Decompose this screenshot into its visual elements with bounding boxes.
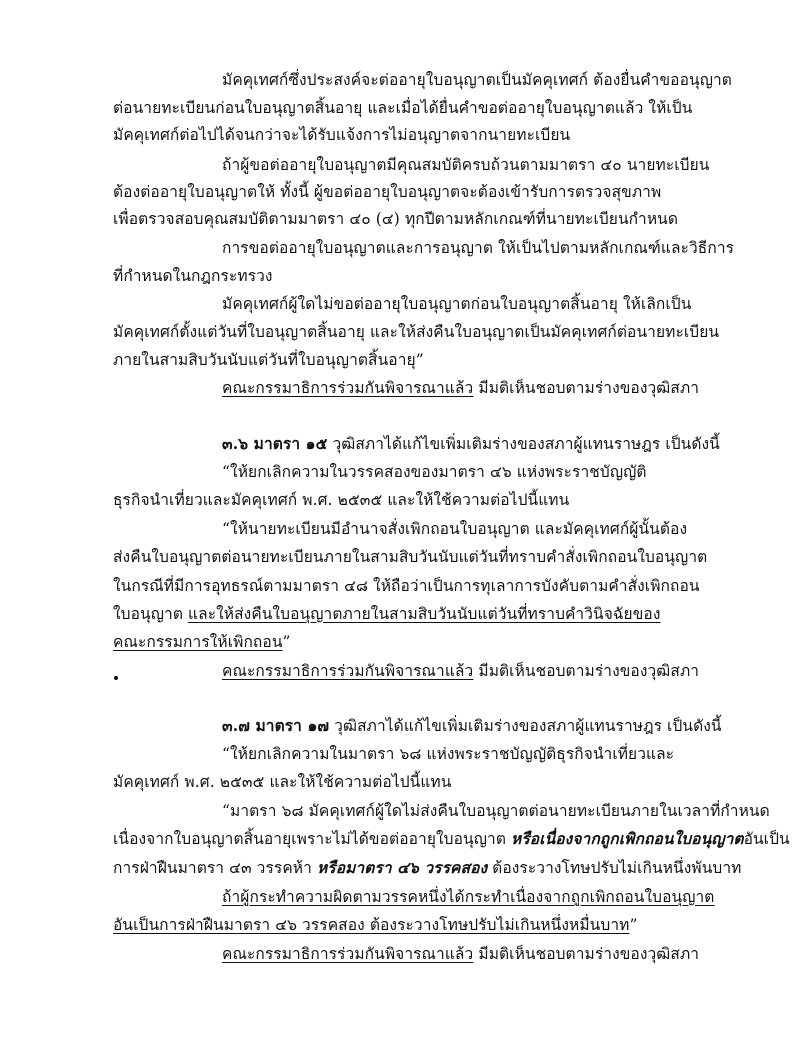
committee-label: คณะกรรมาธิการร่วมกันพิจารณาแล้ว [222,662,474,680]
para-line: ธุรกิจนำเที่ยวและมัคคุเทศก์ พ.ศ. ๒๕๓๕ และให้ใช้ความต่อไปนี้แทน [113,491,570,509]
para-line [222,887,714,907]
para-text: อันเป็น [743,830,790,848]
para-line: ที่กำหนดในกฎกระทรวง [113,267,273,285]
section-heading [222,434,720,454]
struck-text: หรือมาตรา ๔๖ วรรคสอง [316,858,488,877]
section-heading-text: วุฒิสภาได้แก้ไขเพิ่มเติมร่างของสภาผู้แทนราษฎร เป็นดังนี้ [329,717,722,735]
para-line: มัคคุเทศก์ต่อไปได้จนกว่าจะได้รับแจ้งการไม่อนุญาตจากนายทะเบียน [113,126,571,144]
para-line: เพื่อตรวจสอบคุณสมบัติตามมาตรา ๔๐ (๔) ทุกปีตามหลักเกณฑ์ที่นายทะเบียนกำหนด [113,210,679,228]
para-line [113,858,741,878]
para-line: ภายในสามสิบวันนับแต่วันที่ใบอนุญาตสิ้นอายุ” [113,351,424,369]
para-line: มัคคุเทศก์ผู้ใดไม่ขอต่ออายุใบอนุญาตก่อนใบอนุญาตสิ้นอายุ ให้เลิกเป็น [222,295,692,313]
para-text: ใบอนุญาต [113,605,189,623]
amended-text: อันเป็นการฝ่าฝืนมาตรา ๔๖ วรรคสอง ต้องระวางโทษปรับไม่เกินหนึ่งหมื่นบาท [113,916,630,934]
committee-label: คณะกรรมาธิการร่วมกันพิจารณาแล้ว [222,945,474,963]
committee-label: คณะกรรมาธิการร่วมกันพิจารณาแล้ว [222,379,474,397]
para-line: “ให้ยกเลิกความในมาตรา ๖๘ แห่งพระราชบัญญัติธุรกิจนำเที่ยวและ [222,745,675,763]
para-line: “ให้นายทะเบียนมีอำนาจสั่งเพิกถอนใบอนุญาต และมัคคุเทศก์ผู้นั้นต้อง [222,520,688,538]
resolution-text: มีมติเห็นชอบตามร่างของวุฒิสภา [473,379,700,397]
para-line: “มาตรา ๖๘ มัคคุเทศก์ผู้ใดไม่ส่งคืนใบอนุญาตต่อนายทะเบียนภายในเวลาที่กำหนด [222,802,770,820]
para-line [113,604,661,624]
para-line: ต้องต่ออายุใบอนุญาตให้ ทั้งนี้ ผู้ขอต่ออายุใบอนุญาตจะต้องเข้ารับการตรวจสุขภาพ [113,183,662,201]
section-heading-text: วุฒิสภาได้แก้ไขเพิ่มเติมร่างของสภาผู้แทนราษฎร เป็นดังนี้ [327,435,720,453]
para-line [113,632,291,652]
committee-resolution [222,944,699,964]
para-text: การฝ่าฝืนมาตรา ๔๓ วรรคห้า [113,859,317,877]
amended-text: และให้ส่งคืนใบอนุญาตภายในสามสิบวันนับแต่วันที่ทราบคำวินิจฉัยของ [188,605,661,623]
para-line [113,915,637,935]
para-line: ต่อนายทะเบียนก่อนใบอนุญาตสิ้นอายุ และเมื่อได้ยื่นคำขอต่ออายุใบอนุญาตแล้ว ให้เป็น [113,99,693,117]
committee-resolution [222,661,699,681]
amended-text: ถ้าผู้กระทำความผิดตามวรรคหนึ่งได้กระทำเนื่องจากถูกเพิกถอนใบอนุญาต [222,888,715,906]
para-line: ส่งคืนใบอนุญาตต่อนายทะเบียนภายในสามสิบวันนับแต่วันที่ทราบคำสั่งเพิกถอนใบอนุญาต [113,548,708,566]
section-number: ๓.๖ มาตรา ๑๕ [222,434,328,453]
section-heading [222,716,722,736]
para-line: มัคคุเทศก์ตั้งแต่วันที่ใบอนุญาตสิ้นอายุ และให้ส่งคืนใบอนุญาตเป็นมัคคุเทศก์ต่อนายทะเบียน [113,323,720,341]
closing-quote: ” [629,916,638,934]
para-line: ในกรณีที่มีการอุทธรณ์ตามมาตรา ๔๘ ให้ถือว่าเป็นการทุเลาการบังคับตามคำสั่งเพิกถอน [113,577,700,595]
struck-text: หรือเนื่องจากถูกเพิกถอนใบอนุญาต [511,829,744,848]
resolution-text: มีมติเห็นชอบตามร่างของวุฒิสภา [473,662,700,680]
para-text: ต้องระวางโทษปรับไม่เกินหนึ่งพันบาท [487,859,742,877]
para-line [113,829,790,849]
para-line: การขอต่ออายุใบอนุญาตและการอนุญาต ให้เป็นไปตามหลักเกณฑ์และวิธีการ [222,239,735,257]
closing-quote: ” [282,633,291,651]
resolution-text: มีมติเห็นชอบตามร่างของวุฒิสภา [473,945,700,963]
section-number: ๓.๗ มาตรา ๑๗ [222,716,330,735]
para-text: เนื่องจากใบอนุญาตสิ้นอายุเพราะไม่ได้ขอต่ออายุใบอนุญาต [113,830,512,848]
committee-resolution [222,378,699,398]
amended-text: คณะกรรมการให้เพิกถอน [113,633,283,651]
para-line: มัคคุเทศก์ พ.ศ. ๒๕๓๕ และให้ใช้ความต่อไปนี้แทน [113,773,452,791]
para-line: ถ้าผู้ขอต่ออายุใบอนุญาตมีคุณสมบัติครบถ้วนตามมาตรา ๔๐ นายทะเบียน [222,156,710,174]
para-line: มัคคุเทศก์ซึ่งประสงค์จะต่ออายุใบอนุญาตเป็นมัคคุเทศก์ ต้องยื่นคำขออนุญาต [222,71,732,89]
stray-mark [114,676,118,680]
para-line: “ให้ยกเลิกความในวรรคสองของมาตรา ๔๖ แห่งพระราชบัญญัติ [222,463,647,481]
